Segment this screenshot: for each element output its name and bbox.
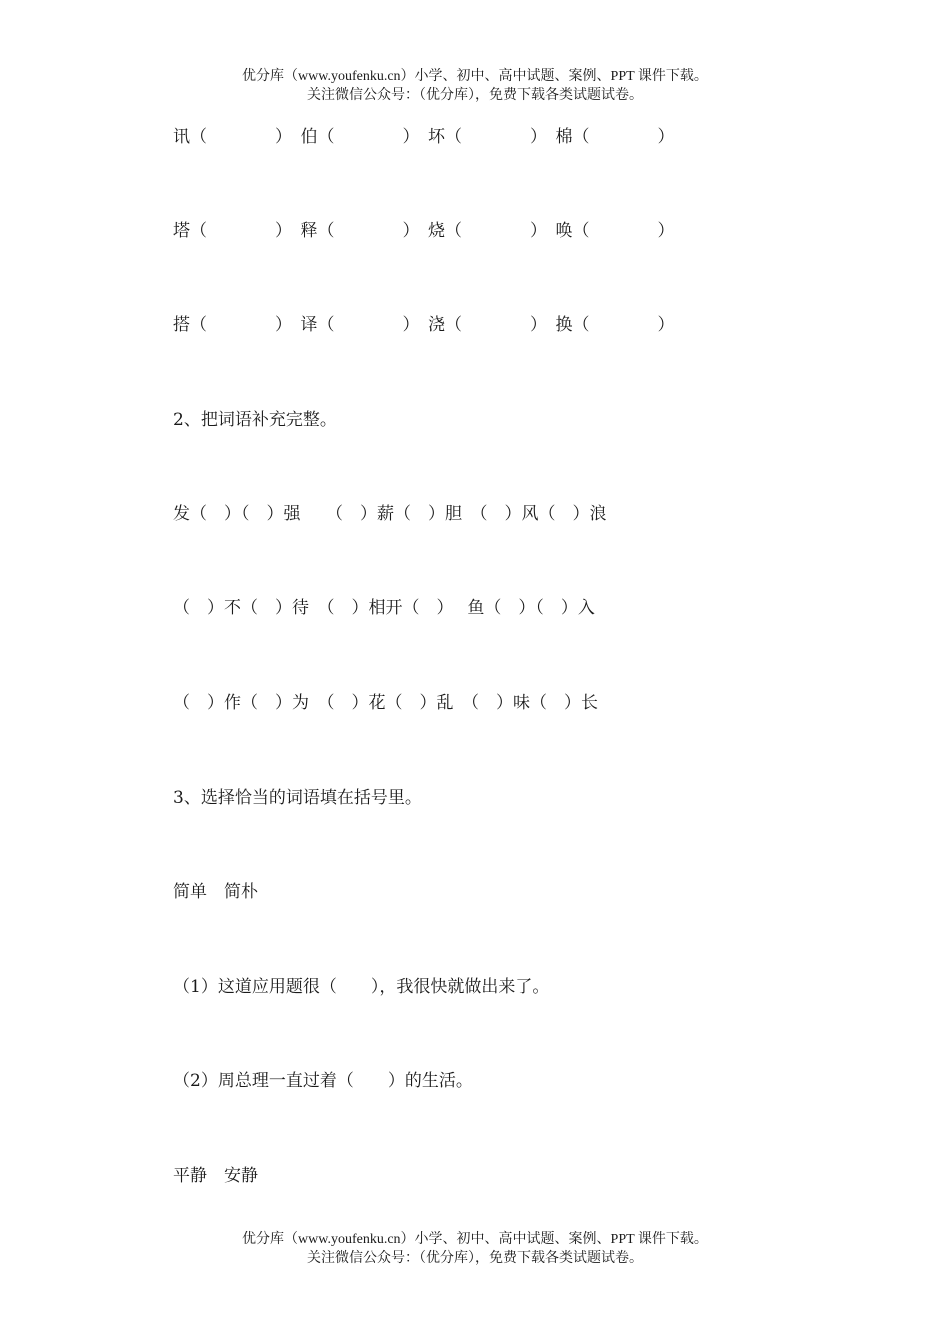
word-choice-group-1: 简单 简朴 [173,882,258,902]
idiom-row-1: 发（ ）（ ）强 （ ）薪（ ）胆 （ ）风（ ）浪 [173,504,607,524]
page-header [0,67,950,105]
word-choice-group-2: 平静 安静 [173,1166,258,1186]
char-row-3: 搭（ ） 译（ ） 浇（ ） 换（ ） [173,315,675,335]
idiom-row-2: （ ）不（ ）待 （ ）相开（ ） 鱼（ ）（ ）入 [173,598,595,618]
question-2: （2）周总理一直过着（ ）的生活。 [173,1071,473,1091]
section-3-title: 3、选择恰当的词语填在括号里。 [173,788,422,808]
question-1: （1）这道应用题很（ ），我很快就做出来了。 [173,977,550,997]
idiom-row-3: （ ）作（ ）为 （ ）花（ ）乱 （ ）味（ ）长 [173,693,598,713]
footer-line-1: 优分库（www.youfenku.cn）小学、初中、高中试题、案例、PPT 课件下载。 [242,1232,708,1247]
footer-line-2: 关注微信公众号：（优分库），免费下载各类试题试卷。 [307,1251,643,1266]
char-row-1: 讯（ ） 伯（ ） 坏（ ） 棉（ ） [173,127,675,147]
header-line-1: 优分库（www.youfenku.cn）小学、初中、高中试题、案例、PPT 课件下载。 [242,69,708,84]
section-2-title: 2、把词语补充完整。 [173,410,337,430]
char-row-2: 塔（ ） 释（ ） 烧（ ） 唤（ ） [173,221,675,241]
page-footer [0,1230,950,1268]
header-line-2: 关注微信公众号：（优分库），免费下载各类试题试卷。 [307,88,643,103]
